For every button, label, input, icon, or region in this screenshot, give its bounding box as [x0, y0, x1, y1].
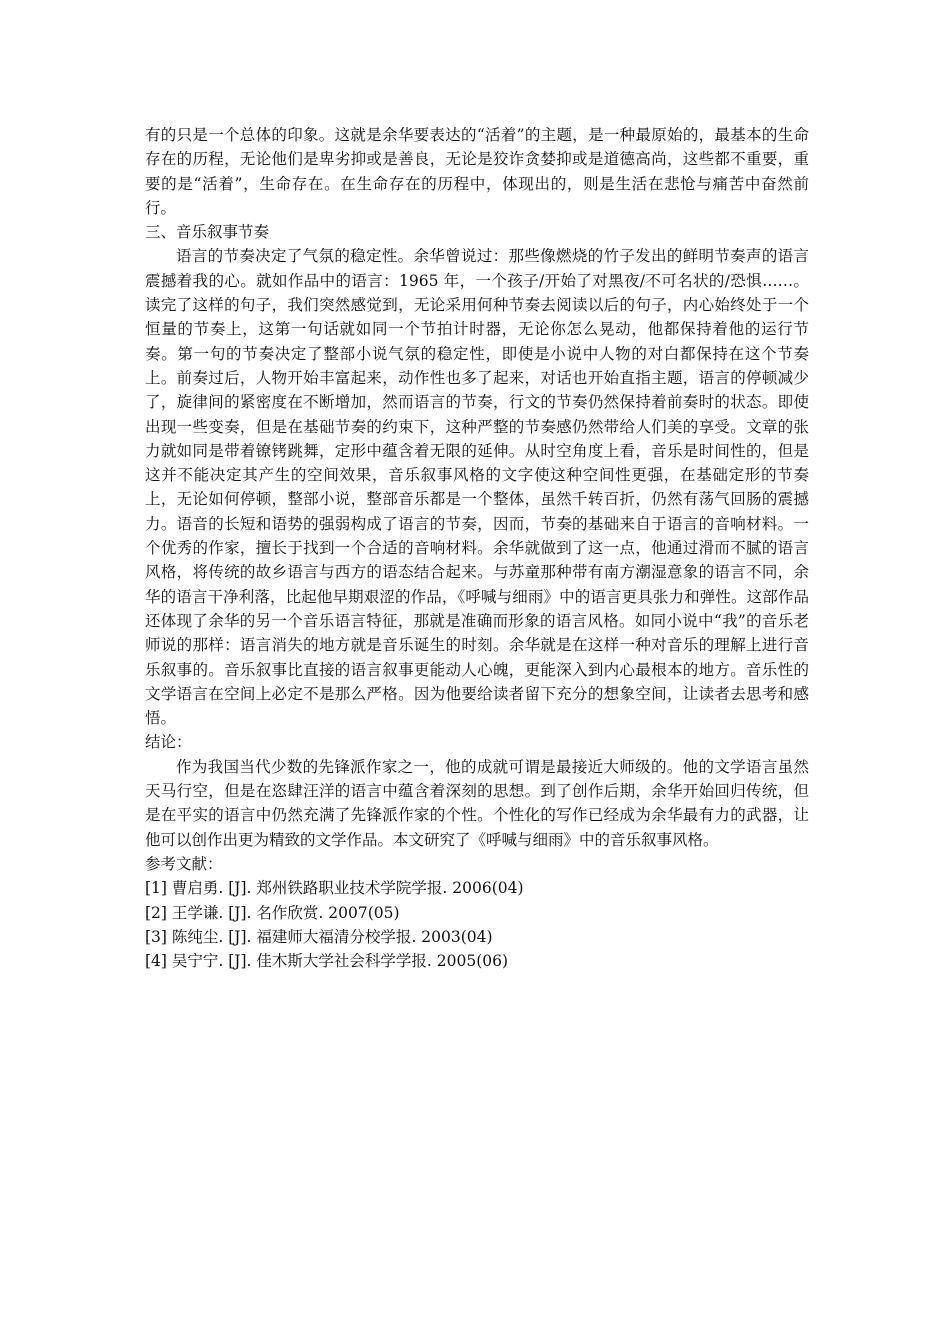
- section3-heading: 三、音乐叙事节奏: [145, 223, 270, 242]
- conclusion-paragraph: 作为我国当代少数的先锋派作家之一，他的成就可谓是最接近大师级的。他的文学语言虽然天马行空，但是在恣肆汪洋的语言中蕴含着深刻的思想。到了创作后期，余华开始回归传统，但是在平实的语言中仍然充满了先锋派作家的个性。个性化的写作已经成为余华最有力的武器，让他可以创作出更为精致的文学作品。本文研究了《呼喊与细雨》中的音乐叙事风格。: [145, 757, 809, 849]
- reference-item: [3] 陈纯尘. [J]. 福建师大福清分校学报. 2003(04): [145, 927, 493, 946]
- references-list: [145, 876, 809, 973]
- reference-item: [2] 王学谦. [J]. 名作欣赏. 2007(05): [145, 903, 400, 922]
- intro-paragraph: 有的只是一个总体的印象。这就是余华要表达的“活着”的主题，是一种最原始的，最基本的生命存在的历程，无论他们是卑劣抑或是善良，无论是狡诈贪婪抑或是道德高尚，这些都不重要，重要的是“活着”，生命存在。在生命存在的历程中，体现出的，则是生活在悲怆与痛苦中奋然前行。: [145, 126, 809, 217]
- reference-item: [4] 吴宁宁. [J]. 佳木斯大学社会科学学报. 2005(06): [145, 952, 509, 971]
- conclusion-heading: 结论：: [145, 733, 192, 752]
- document-page: [145, 123, 809, 973]
- section3-paragraph: 语言的节奏决定了气氛的稳定性。余华曾说过：那些像燃烧的竹子发出的鲜明节奏声的语言震撼着我的心。就如作品中的语言：1965 年，一个孩子/开始了对黑夜/不可名状的/恐惧……。读完了这样的句子，我们突然感觉到，无论采用何种节奏去阅读以后的句子，内心始终处于一个恒量的节奏上，这第一句话就如同一个节拍计时器，无论你怎么晃动，他都保持着他的运行节奏。第一句的节奏决定了整部小说气氛的稳定性，即使是小说中人物的对白都保持在这个节奏上。前奏过后，人物开始丰富起来，动作性也多了起来，对话也开始直指主题，语言的停顿减少了，旋律间的紧密度在不断增加，然而语言的节奏，行文的节奏仍然保持着前奏时的状态。即使出现一些变奏，但是在基础节奏的约束下，这种严整的节奏感仍然带给人们美的享受。文章的张力就如同是带着镣铐跳舞，定形中蕴含着无限的延伸。从时空角度上看，音乐是时间性的，但是这并不能决定其产生的空间效果，音乐叙事风格的文字使这种空间性更强，在基础定形的节奏上，无论如何停顿，整部小说，整部音乐都是一个整体，虽然千转百折，仍然有荡气回肠的震撼力。语音的长短和语势的强弱构成了语言的节奏，因而，节奏的基础来自于语言的音响材料。一个优秀的作家，擅长于找到一个合适的音响材料。余华就做到了这一点，他通过滑而不腻的语言风格，将传统的故乡语言与西方的语态结合起来。与苏童那种带有南方潮湿意象的语言不同，余华的语言干净利落，比起他早期艰涩的作品，《呼喊与细雨》中的语言更具张力和弹性。这部作品还体现了余华的另一个音乐语言特征，那就是准确而形象的语言风格。如同小说中“我”的音乐老师说的那样：语言消失的地方就是音乐诞生的时刻。余华就是在这样一种对音乐的理解上进行音乐叙事的。音乐叙事比直接的语言叙事更能动人心魄，更能深入到内心最根本的地方。音乐性的文学语言在空间上必定不是那么严格。因为他要给读者留下充分的想象空间，让读者去思考和感悟。: [145, 247, 809, 728]
- reference-item: [1] 曹启勇. [J]. 郑州铁路职业技术学院学报. 2006(04): [145, 879, 524, 898]
- references-heading: 参考文献：: [145, 854, 223, 873]
